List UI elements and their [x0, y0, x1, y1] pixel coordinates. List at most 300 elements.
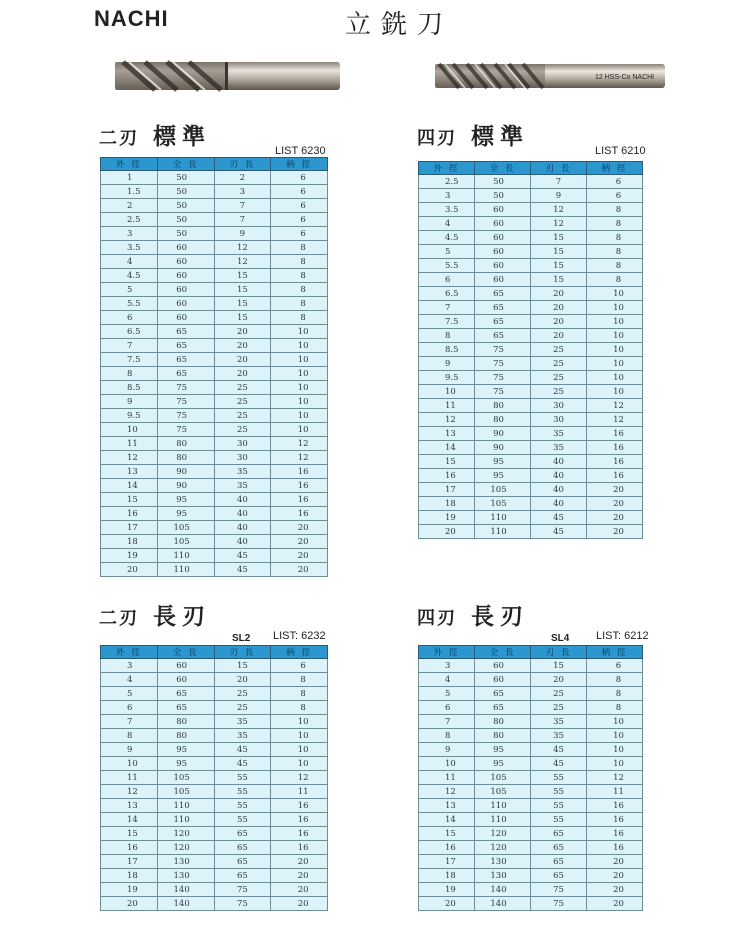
spec-table-6212 — [418, 645, 643, 911]
table-row — [101, 185, 328, 199]
table-cell: 95 — [475, 469, 531, 483]
table-cell: 10 — [271, 715, 328, 729]
table-cell: 13 — [419, 799, 475, 813]
table-cell: 18 — [419, 497, 475, 511]
table-cell: 60 — [157, 255, 214, 269]
table-cell: 50 — [157, 227, 214, 241]
table-cell: 10 — [271, 743, 328, 757]
table-row — [101, 311, 328, 325]
table-row — [419, 175, 643, 189]
list-number-6210: LIST 6210 — [595, 145, 646, 157]
table-cell: 12 — [419, 785, 475, 799]
table-row — [101, 227, 328, 241]
table-cell: 120 — [157, 841, 214, 855]
table-cell: 60 — [475, 659, 531, 673]
table-cell: 45 — [531, 743, 587, 757]
table-row — [101, 423, 328, 437]
table-row — [419, 785, 643, 799]
table-header-row — [419, 162, 643, 175]
table-cell: 65 — [214, 827, 271, 841]
table-row — [101, 241, 328, 255]
spec-table-6230 — [100, 157, 328, 577]
table-cell: 60 — [475, 217, 531, 231]
table-cell: 3 — [419, 189, 475, 203]
table-cell: 16 — [587, 469, 643, 483]
table-cell: 1.5 — [101, 185, 158, 199]
table-row — [101, 715, 328, 729]
table-cell: 8 — [271, 283, 328, 297]
column-header: 外 徑 — [101, 646, 158, 659]
table-cell: 16 — [587, 441, 643, 455]
table-row — [101, 409, 328, 423]
table-row — [101, 757, 328, 771]
table-row — [419, 687, 643, 701]
table-cell: 20 — [214, 367, 271, 381]
table-row — [419, 399, 643, 413]
table-cell: 8 — [101, 367, 158, 381]
section-type: 四刃 — [417, 608, 457, 629]
table-row — [419, 203, 643, 217]
table-cell: 18 — [419, 869, 475, 883]
table-cell: 45 — [214, 549, 271, 563]
table-cell: 16 — [271, 493, 328, 507]
table-cell: 120 — [475, 841, 531, 855]
table-cell: 45 — [214, 563, 271, 577]
table-cell: 55 — [214, 785, 271, 799]
table-cell: 25 — [531, 385, 587, 399]
table-cell: 25 — [214, 423, 271, 437]
table-cell: 75 — [157, 423, 214, 437]
table-row — [419, 869, 643, 883]
column-header: 刃 長 — [214, 158, 271, 171]
table-cell: 20 — [419, 897, 475, 911]
table-cell: 65 — [475, 315, 531, 329]
table-cell: 80 — [475, 715, 531, 729]
table-cell: 12 — [214, 241, 271, 255]
table-cell: 3 — [214, 185, 271, 199]
column-header: 全 長 — [157, 158, 214, 171]
table-cell: 40 — [214, 521, 271, 535]
table-cell: 6 — [587, 175, 643, 189]
table-cell: 10 — [271, 381, 328, 395]
table-cell: 90 — [475, 441, 531, 455]
table-row — [101, 395, 328, 409]
table-cell: 12 — [531, 217, 587, 231]
table-cell: 75 — [157, 381, 214, 395]
table-row — [101, 701, 328, 715]
table-cell: 25 — [531, 343, 587, 357]
table-row — [419, 441, 643, 455]
table-cell: 110 — [157, 799, 214, 813]
table-cell: 18 — [101, 535, 158, 549]
table-cell: 40 — [214, 493, 271, 507]
table-row — [419, 455, 643, 469]
table-cell: 110 — [157, 563, 214, 577]
table-cell: 20 — [271, 563, 328, 577]
section-type: 二刃 — [99, 128, 139, 149]
table-cell: 40 — [214, 535, 271, 549]
table-row — [419, 897, 643, 911]
table-cell: 35 — [214, 465, 271, 479]
table-cell: 5 — [419, 687, 475, 701]
table-row — [101, 171, 328, 185]
table-cell: 20 — [587, 483, 643, 497]
table-cell: 5 — [101, 687, 158, 701]
table-cell: 11 — [101, 437, 158, 451]
table-cell: 19 — [101, 549, 158, 563]
table-cell: 6 — [271, 185, 328, 199]
table-cell: 25 — [214, 395, 271, 409]
table-cell: 45 — [531, 757, 587, 771]
table-row — [101, 883, 328, 897]
table-row — [419, 841, 643, 855]
table-row — [101, 897, 328, 911]
table-cell: 130 — [475, 855, 531, 869]
table-cell: 4 — [101, 255, 158, 269]
table-row — [419, 827, 643, 841]
section-standard: 長刃 — [471, 604, 529, 630]
table-cell: 10 — [271, 353, 328, 367]
table-cell: 10 — [587, 357, 643, 371]
table-row — [419, 799, 643, 813]
table-cell: 35 — [531, 427, 587, 441]
column-header: 刃 長 — [531, 646, 587, 659]
table-row — [101, 799, 328, 813]
table-row — [101, 521, 328, 535]
table-cell: 60 — [157, 659, 214, 673]
table-cell: 65 — [475, 301, 531, 315]
table-cell: 55 — [531, 799, 587, 813]
table-cell: 65 — [214, 855, 271, 869]
table-cell: 8 — [587, 701, 643, 715]
table-cell: 60 — [157, 297, 214, 311]
section-standard: 長刃 — [153, 604, 211, 630]
table-cell: 20 — [271, 855, 328, 869]
table-cell: 60 — [475, 231, 531, 245]
table-cell: 10 — [101, 757, 158, 771]
table-cell: 65 — [157, 325, 214, 339]
table-cell: 9 — [101, 395, 158, 409]
column-header: 外 徑 — [419, 646, 475, 659]
table-row — [101, 827, 328, 841]
table-cell: 55 — [531, 785, 587, 799]
table-cell: 8 — [587, 673, 643, 687]
section-title-6210 — [417, 118, 529, 151]
table-cell: 15 — [214, 283, 271, 297]
table-row — [419, 357, 643, 371]
table-cell: 110 — [475, 525, 531, 539]
table-cell: 8 — [271, 297, 328, 311]
table-row — [101, 451, 328, 465]
table-cell: 12 — [271, 437, 328, 451]
table-row — [419, 413, 643, 427]
table-cell: 35 — [531, 729, 587, 743]
table-cell: 4 — [419, 217, 475, 231]
table-cell: 12 — [214, 255, 271, 269]
table-cell: 15 — [531, 259, 587, 273]
table-cell: 75 — [214, 897, 271, 911]
list-number-6230: LIST 6230 — [275, 145, 326, 157]
table-cell: 10 — [587, 715, 643, 729]
table-row — [419, 259, 643, 273]
table-cell: 15 — [531, 245, 587, 259]
table-cell: 140 — [475, 897, 531, 911]
table-cell: 6 — [271, 213, 328, 227]
spec-table-6232 — [100, 645, 328, 911]
table-row — [419, 301, 643, 315]
table-cell: 60 — [475, 259, 531, 273]
table-cell: 10 — [587, 385, 643, 399]
table-cell: 16 — [101, 841, 158, 855]
table-row — [419, 525, 643, 539]
two-flute-end-mill-image — [115, 58, 340, 94]
table-cell: 6.5 — [101, 325, 158, 339]
table-cell: 15 — [531, 231, 587, 245]
table-row — [419, 715, 643, 729]
table-row — [419, 813, 643, 827]
table-row — [419, 287, 643, 301]
table-cell: 45 — [531, 525, 587, 539]
table-cell: 65 — [475, 287, 531, 301]
table-cell: 11 — [587, 785, 643, 799]
table-cell: 20 — [531, 287, 587, 301]
page-title: 立銑刀 — [345, 10, 454, 40]
table-cell: 10 — [419, 385, 475, 399]
table-cell: 8 — [587, 217, 643, 231]
table-cell: 60 — [475, 203, 531, 217]
table-cell: 13 — [419, 427, 475, 441]
table-cell: 8 — [587, 231, 643, 245]
table-row — [419, 729, 643, 743]
table-cell: 13 — [101, 465, 158, 479]
table-row — [419, 231, 643, 245]
table-row — [419, 497, 643, 511]
table-cell: 17 — [101, 521, 158, 535]
table-cell: 6 — [101, 701, 158, 715]
table-cell: 10 — [271, 729, 328, 743]
table-cell: 16 — [587, 827, 643, 841]
table-cell: 5.5 — [419, 259, 475, 273]
table-cell: 13 — [101, 799, 158, 813]
table-cell: 65 — [157, 353, 214, 367]
table-row — [101, 367, 328, 381]
column-header: 全 長 — [157, 646, 214, 659]
table-cell: 95 — [157, 507, 214, 521]
table-cell: 2.5 — [101, 213, 158, 227]
table-cell: 12 — [419, 413, 475, 427]
table-cell: 10 — [419, 757, 475, 771]
table-cell: 11 — [271, 785, 328, 799]
table-cell: 35 — [531, 715, 587, 729]
table-cell: 7 — [419, 715, 475, 729]
table-cell: 40 — [531, 497, 587, 511]
table-cell: 2 — [101, 199, 158, 213]
table-cell: 45 — [214, 757, 271, 771]
table-row — [101, 535, 328, 549]
table-cell: 14 — [101, 479, 158, 493]
table-cell: 20 — [531, 315, 587, 329]
table-row — [419, 659, 643, 673]
table-row — [101, 437, 328, 451]
table-cell: 65 — [531, 827, 587, 841]
table-row — [419, 883, 643, 897]
table-cell: 95 — [157, 493, 214, 507]
table-cell: 75 — [475, 385, 531, 399]
table-cell: 8 — [587, 259, 643, 273]
table-cell: 20 — [587, 883, 643, 897]
table-cell: 15 — [214, 311, 271, 325]
table-cell: 19 — [419, 511, 475, 525]
table-cell: 17 — [101, 855, 158, 869]
table-cell: 50 — [157, 171, 214, 185]
table-cell: 12 — [587, 413, 643, 427]
table-cell: 40 — [214, 507, 271, 521]
table-cell: 14 — [419, 441, 475, 455]
table-row — [419, 217, 643, 231]
table-cell: 65 — [531, 869, 587, 883]
table-cell: 55 — [214, 799, 271, 813]
table-cell: 130 — [157, 869, 214, 883]
table-cell: 6 — [587, 189, 643, 203]
table-cell: 6 — [419, 701, 475, 715]
table-row — [101, 255, 328, 269]
table-cell: 15 — [419, 827, 475, 841]
table-cell: 30 — [531, 399, 587, 413]
table-cell: 90 — [157, 465, 214, 479]
table-cell: 35 — [214, 729, 271, 743]
table-cell: 35 — [531, 441, 587, 455]
table-cell: 75 — [475, 371, 531, 385]
table-row — [419, 385, 643, 399]
table-cell: 60 — [157, 269, 214, 283]
table-cell: 20 — [214, 325, 271, 339]
list-number-6212: LIST: 6212 — [596, 630, 649, 642]
table-cell: 25 — [531, 357, 587, 371]
table-cell: 65 — [157, 687, 214, 701]
table-row — [101, 659, 328, 673]
table-cell: 8 — [587, 245, 643, 259]
table-cell: 30 — [214, 451, 271, 465]
table-cell: 110 — [475, 799, 531, 813]
table-cell: 20 — [587, 897, 643, 911]
table-row — [419, 483, 643, 497]
table-cell: 5.5 — [101, 297, 158, 311]
table-cell: 55 — [531, 813, 587, 827]
table-cell: 10 — [271, 757, 328, 771]
table-row — [419, 343, 643, 357]
table-cell: 1 — [101, 171, 158, 185]
table-row — [101, 563, 328, 577]
table-cell: 35 — [214, 715, 271, 729]
table-cell: 12 — [271, 771, 328, 785]
table-cell: 40 — [531, 483, 587, 497]
table-cell: 10 — [587, 343, 643, 357]
table-cell: 130 — [475, 869, 531, 883]
column-header: 柄 徑 — [587, 162, 643, 175]
table-cell: 65 — [475, 701, 531, 715]
table-cell: 15 — [101, 493, 158, 507]
table-cell: 110 — [157, 549, 214, 563]
table-row — [101, 353, 328, 367]
table-cell: 16 — [271, 465, 328, 479]
table-cell: 75 — [531, 897, 587, 911]
table-cell: 80 — [475, 399, 531, 413]
table-cell: 16 — [271, 841, 328, 855]
table-cell: 12 — [531, 203, 587, 217]
table-row — [101, 729, 328, 743]
table-cell: 95 — [157, 743, 214, 757]
table-row — [419, 511, 643, 525]
table-cell: 12 — [101, 785, 158, 799]
table-cell: 8 — [271, 311, 328, 325]
table-cell: 16 — [271, 799, 328, 813]
table-cell: 60 — [475, 273, 531, 287]
table-cell: 55 — [531, 771, 587, 785]
table-row — [419, 771, 643, 785]
table-cell: 15 — [531, 659, 587, 673]
tool-marking-text: 12 HSS-Co NACHI — [595, 74, 655, 81]
table-row — [419, 273, 643, 287]
table-cell: 8 — [587, 687, 643, 701]
table-row — [101, 743, 328, 757]
table-cell: 20 — [531, 673, 587, 687]
table-cell: 17 — [419, 483, 475, 497]
table-cell: 8 — [271, 687, 328, 701]
table-cell: 7 — [214, 213, 271, 227]
table-cell: 60 — [157, 241, 214, 255]
table-cell: 8 — [271, 241, 328, 255]
table-cell: 50 — [157, 185, 214, 199]
table-cell: 65 — [214, 841, 271, 855]
table-cell: 50 — [475, 189, 531, 203]
section-standard: 標準 — [471, 124, 529, 150]
table-row — [419, 855, 643, 869]
table-cell: 120 — [157, 827, 214, 841]
table-cell: 20 — [531, 301, 587, 315]
table-cell: 16 — [587, 799, 643, 813]
table-cell: 16 — [271, 827, 328, 841]
table-row — [419, 469, 643, 483]
table-row — [101, 339, 328, 353]
table-cell: 45 — [531, 511, 587, 525]
column-header: 柄 徑 — [271, 158, 328, 171]
table-cell: 120 — [475, 827, 531, 841]
table-cell: 110 — [475, 813, 531, 827]
table-row — [101, 269, 328, 283]
table-cell: 60 — [157, 311, 214, 325]
table-cell: 20 — [271, 897, 328, 911]
table-cell: 10 — [271, 423, 328, 437]
sl-tag-6232: SL2 — [232, 633, 251, 644]
table-cell: 16 — [587, 813, 643, 827]
section-title-6212 — [417, 598, 529, 631]
table-cell: 95 — [475, 743, 531, 757]
table-row — [419, 189, 643, 203]
table-row — [419, 743, 643, 757]
table-cell: 20 — [271, 549, 328, 563]
table-cell: 75 — [214, 883, 271, 897]
table-cell: 15 — [531, 273, 587, 287]
table-cell: 16 — [419, 841, 475, 855]
column-header: 外 徑 — [101, 158, 158, 171]
table-row — [101, 465, 328, 479]
table-cell: 6 — [419, 273, 475, 287]
table-row — [419, 371, 643, 385]
table-cell: 9 — [419, 357, 475, 371]
table-cell: 14 — [419, 813, 475, 827]
table-row — [101, 493, 328, 507]
table-cell: 60 — [475, 245, 531, 259]
